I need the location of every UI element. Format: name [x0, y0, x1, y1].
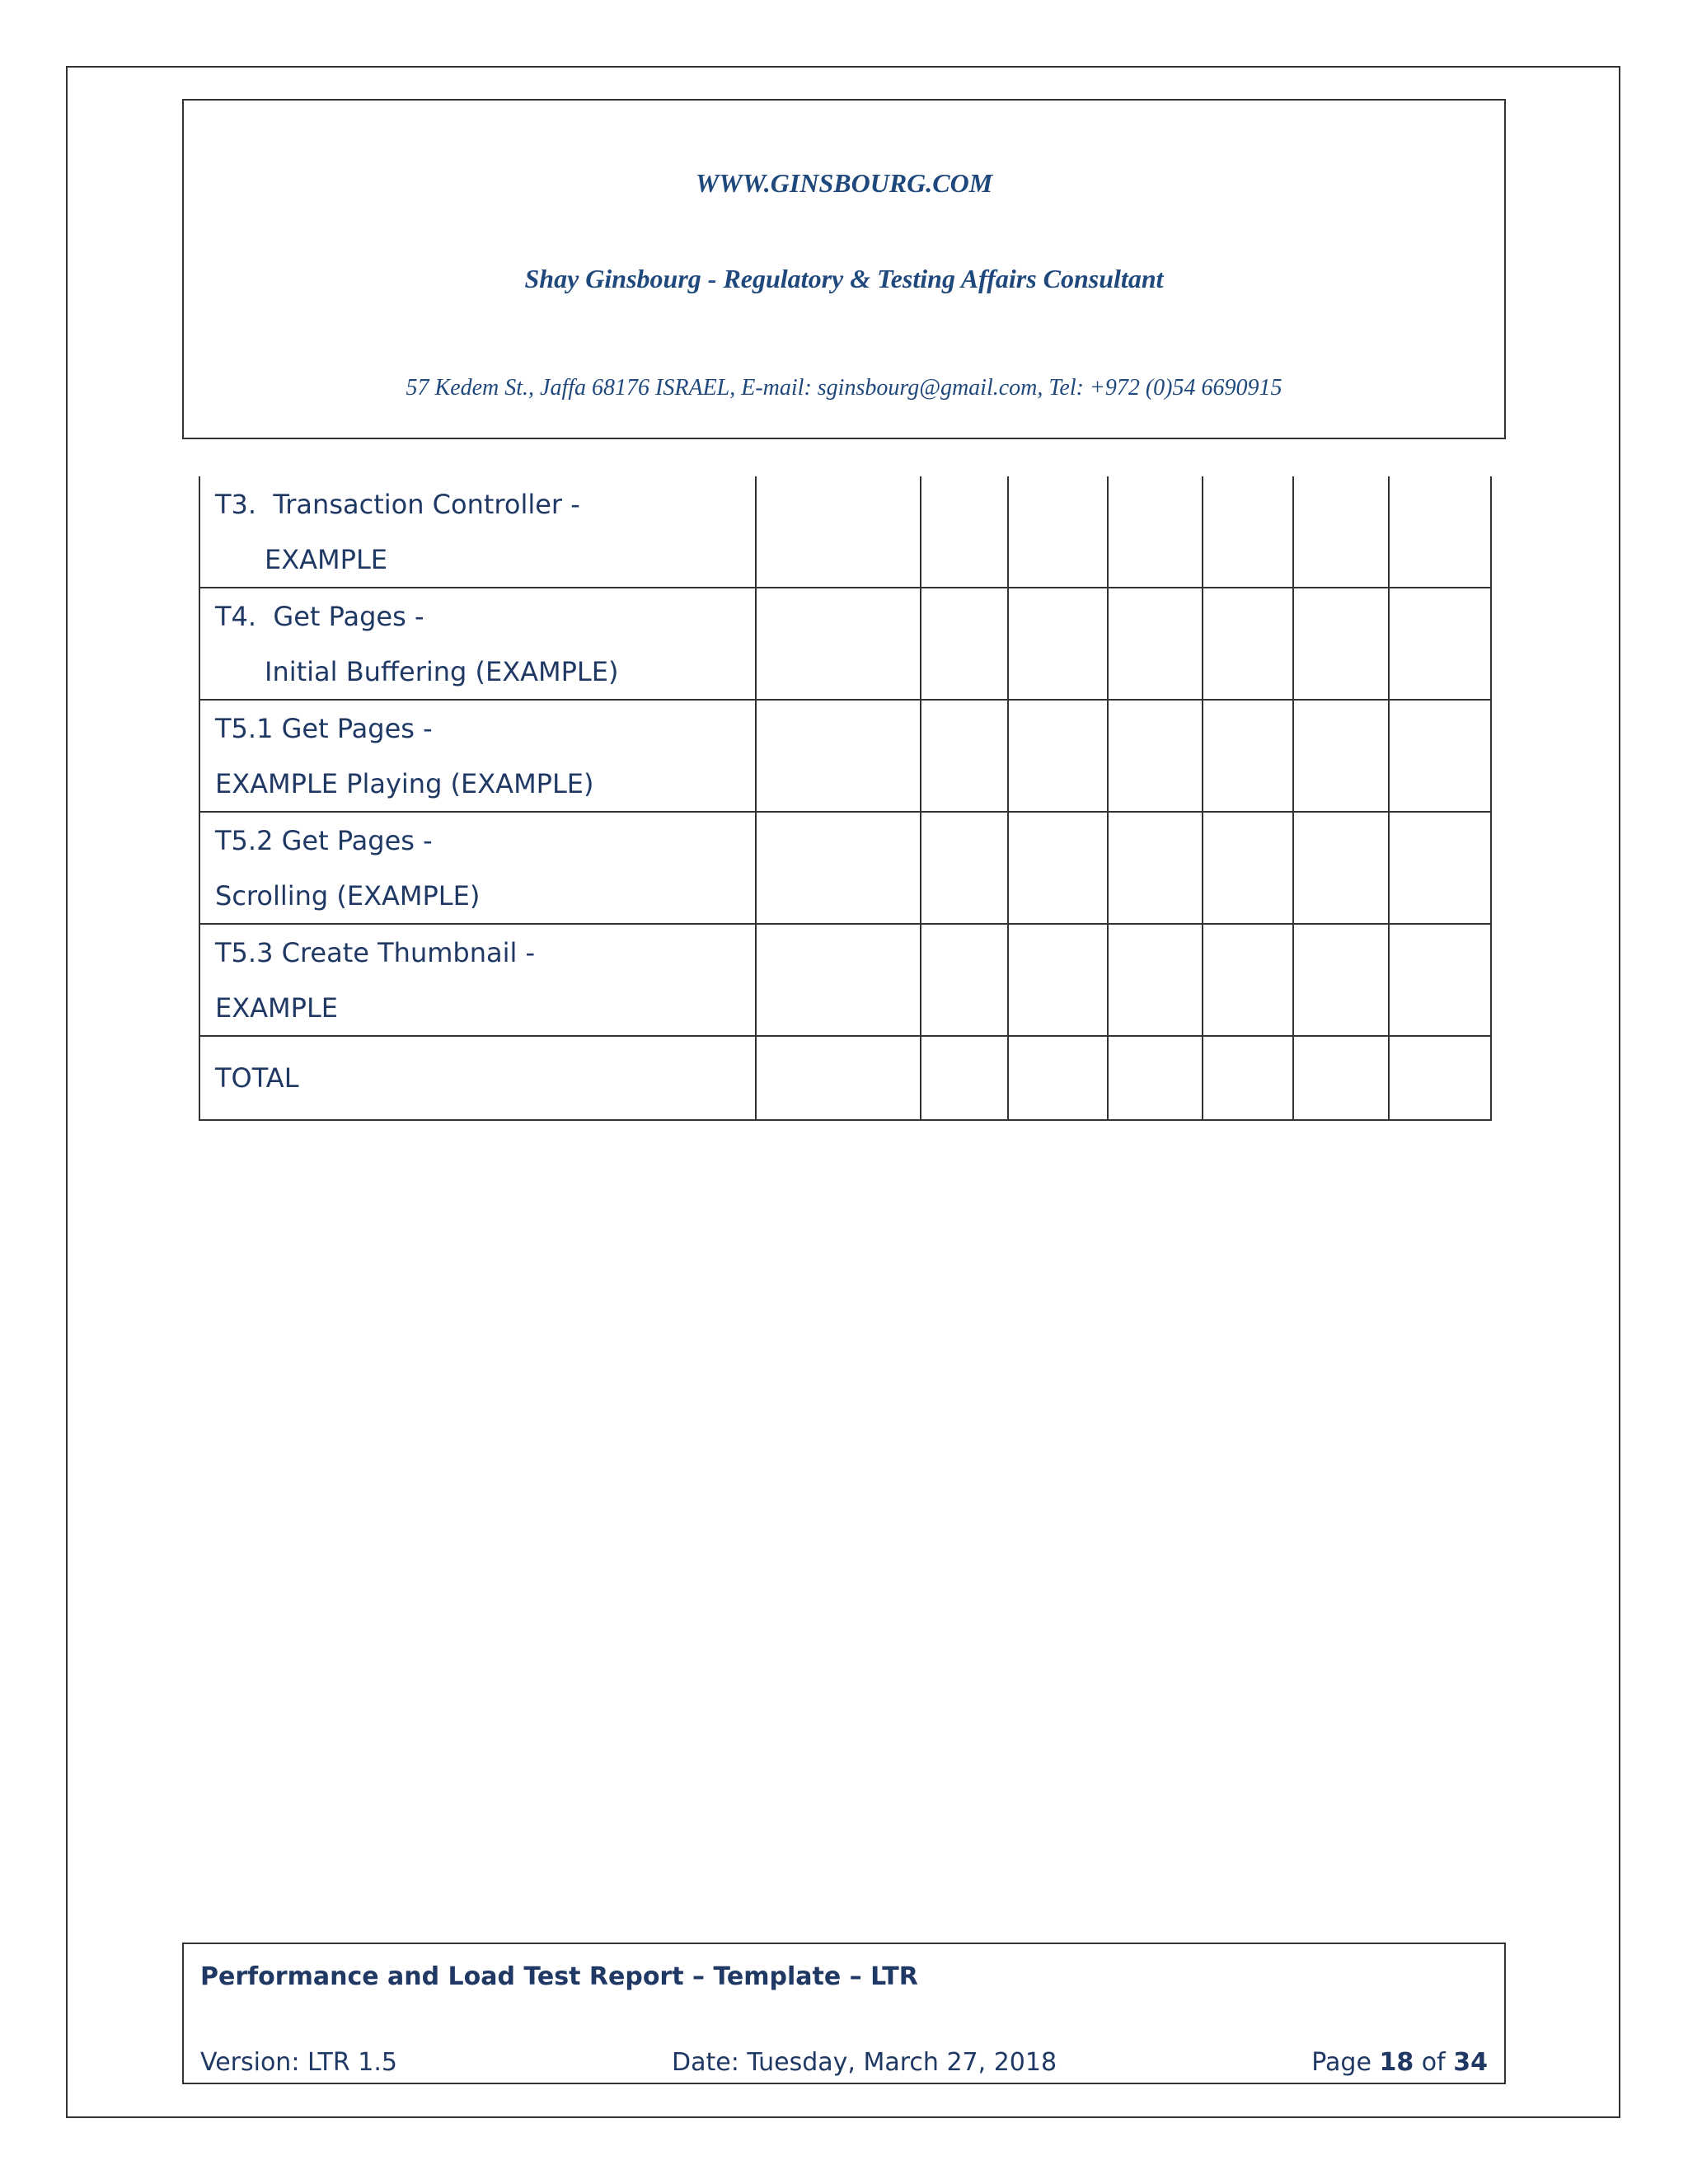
row-label-line2: Initial Buffering (EXAMPLE)	[265, 656, 619, 687]
table-row	[199, 812, 1491, 924]
table-cell	[756, 812, 921, 924]
footer-version: Version: LTR 1.5	[200, 2048, 397, 2077]
footer	[182, 1943, 1506, 2084]
table-cell	[1389, 924, 1491, 1036]
header-address: 57 Kedem St., Jaffa 68176 ISRAEL, E-mail: sginsbourg@gmail.com, Tel: +972 (0)54 6690915	[406, 375, 1282, 401]
total-row	[199, 1036, 1491, 1120]
header-name: Shay Ginsbourg - Regulatory & Testing Affairs Consultant	[524, 264, 1164, 293]
header-website: WWW.GINSBOURG.COM	[695, 168, 993, 198]
table-cell	[1008, 588, 1108, 700]
table-cell	[1293, 1036, 1389, 1120]
table-cell	[1008, 1036, 1108, 1120]
table-cell	[1108, 1036, 1203, 1120]
table-cell	[1108, 476, 1203, 588]
row-label-cell	[199, 700, 756, 812]
table-cell	[1108, 588, 1203, 700]
table-cell	[1389, 588, 1491, 700]
table-cell	[921, 1036, 1008, 1120]
table-cell	[1008, 476, 1108, 588]
table-cell	[756, 700, 921, 812]
table-cell	[921, 588, 1008, 700]
table-cell	[1293, 812, 1389, 924]
row-label-line2: Scrolling (EXAMPLE)	[215, 880, 481, 912]
row-label-cell	[199, 812, 756, 924]
table-cell	[756, 588, 921, 700]
table-cell	[756, 1036, 921, 1120]
table-cell	[1389, 700, 1491, 812]
total-label: TOTAL	[215, 1062, 299, 1094]
row-label-cell	[199, 924, 756, 1036]
row-label-line1: T4. Get Pages -	[215, 601, 424, 632]
table-cell	[756, 924, 921, 1036]
footer-page-number: Page 18 of 34	[1311, 2048, 1488, 2077]
results-table	[199, 476, 1492, 1121]
row-label-line2: EXAMPLE Playing (EXAMPLE)	[215, 768, 594, 799]
table-cell	[1203, 700, 1293, 812]
table-cell	[1008, 924, 1108, 1036]
row-label-cell	[199, 476, 756, 588]
table-cell	[921, 924, 1008, 1036]
total-label-cell	[199, 1036, 756, 1120]
table-cell	[1108, 812, 1203, 924]
table-cell	[1203, 476, 1293, 588]
table-cell	[1293, 700, 1389, 812]
row-label-line2: EXAMPLE	[215, 992, 338, 1024]
table-cell	[921, 476, 1008, 588]
table-row	[199, 588, 1491, 700]
table-cell	[1293, 476, 1389, 588]
table-row	[199, 476, 1491, 588]
row-label-line2: EXAMPLE	[265, 544, 387, 575]
table-row	[199, 924, 1491, 1036]
table-cell	[921, 700, 1008, 812]
table-cell	[1389, 476, 1491, 588]
table-cell	[1108, 700, 1203, 812]
table-cell	[1008, 700, 1108, 812]
table-cell	[1008, 812, 1108, 924]
row-label-line1: T3. Transaction Controller -	[215, 489, 580, 520]
table-cell	[1203, 588, 1293, 700]
table-cell	[1203, 812, 1293, 924]
footer-date: Date: Tuesday, March 27, 2018	[672, 2048, 1057, 2077]
table-cell	[1389, 1036, 1491, 1120]
table-cell	[1108, 924, 1203, 1036]
table-row	[199, 700, 1491, 812]
table-cell	[1203, 924, 1293, 1036]
row-label-line1: T5.1 Get Pages -	[215, 713, 433, 744]
row-label-cell	[199, 588, 756, 700]
letterhead	[182, 99, 1506, 439]
table-cell	[1293, 588, 1389, 700]
row-label-line1: T5.3 Create Thumbnail -	[215, 937, 536, 968]
table-cell	[1203, 1036, 1293, 1120]
table-cell	[1293, 924, 1389, 1036]
table-cell	[1389, 812, 1491, 924]
row-label-line1: T5.2 Get Pages -	[215, 825, 433, 856]
table-cell	[756, 476, 921, 588]
footer-title: Performance and Load Test Report – Template – LTR	[200, 1962, 918, 1991]
table-cell	[921, 812, 1008, 924]
